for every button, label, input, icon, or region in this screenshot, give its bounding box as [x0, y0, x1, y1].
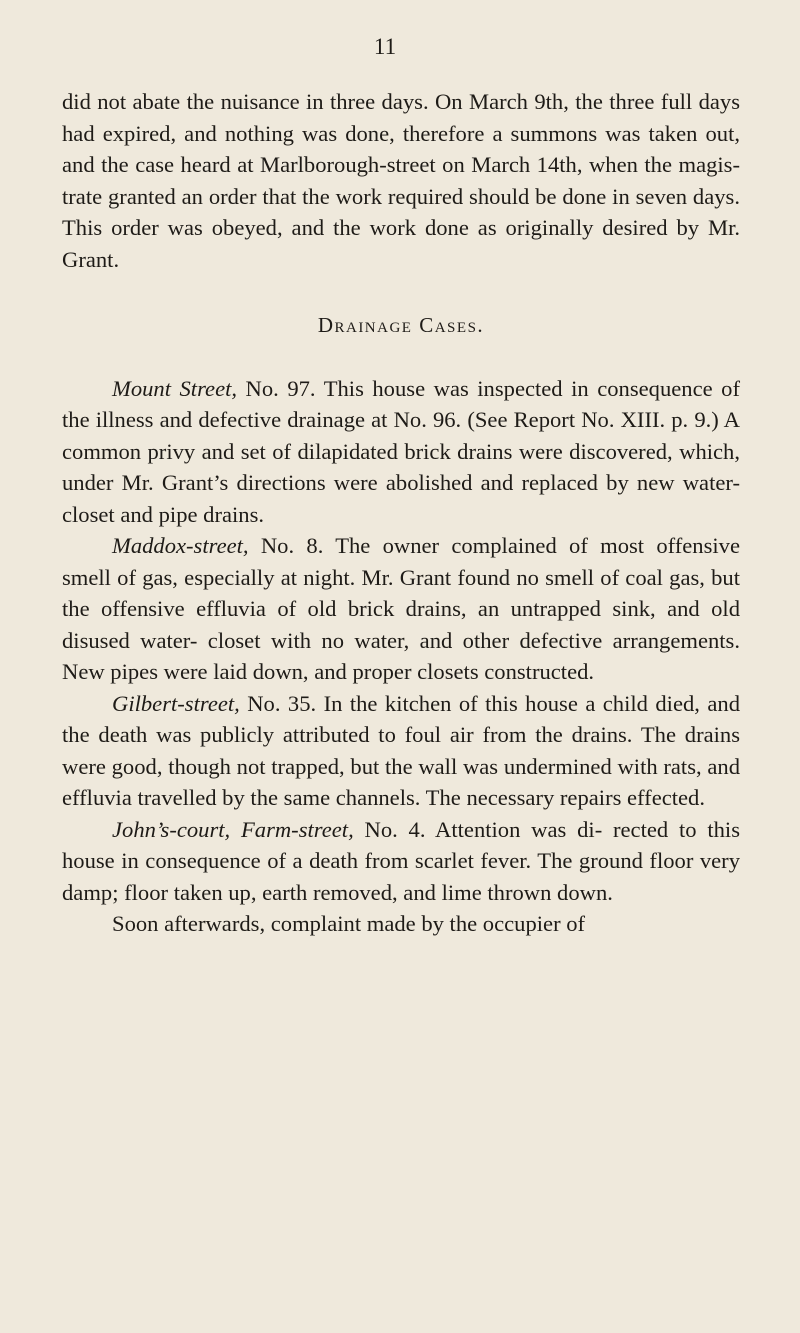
- paragraph-text: No. 97. This house was inspected in consequence of the illness and defective drainage at No. 96. (See Report No. XIII. p. 9.) A common privy and set of dilapidated brick drains were discovered, which, under Mr. Grant’s directions were abolished and replaced by new water-closet and pipe drains.: [62, 375, 740, 527]
- paragraph-mount-street: [62, 373, 740, 531]
- paragraph-soon-afterwards: Soon afterwards, complaint made by the occupier of: [112, 911, 586, 936]
- paragraph-gilbert-street: [62, 688, 740, 814]
- place-name: Mount Street,: [112, 375, 238, 401]
- paragraph-maddox-street: [62, 530, 740, 688]
- body-text: [62, 86, 740, 940]
- paragraph-text: No. 8. The owner complained of most offensive smell of gas, especially at night. Mr. Grant found no smell of coal gas, but the offensive effluvia of old brick drains, an untrapped sink, and old disused water- closet with no water, and other defective arrangements. New pipes were laid down, and proper closets constructed.: [62, 533, 740, 684]
- place-name: Maddox-street,: [112, 533, 249, 558]
- paragraph-johns-court: [62, 814, 740, 909]
- page-number: 11: [373, 34, 397, 59]
- section-heading: Drainage Cases.: [317, 313, 485, 337]
- place-name: John’s-court, Farm-street,: [112, 816, 354, 842]
- paragraph-nuisance: did not abate the nuisance in three days. On March 9th, the three full days had expired, and nothing was done, therefore a summons was taken out, and the case heard at Marlborough-street on March 14th, when the magis- trate granted an order that the work required should be done in seven days. This order was obeyed, and the work done as originally desired by Mr. Grant.: [62, 89, 740, 272]
- paragraph-text: No. 35. In the kitchen of this house a child died, and the death was publicly attributed to foul air from the drains. The drains were good, though not trapped, but the wall was undermined with rats, and effluvia travelled by the same channels. The necessary repairs effected.: [62, 690, 740, 810]
- place-name: Gilbert-street,: [112, 690, 240, 716]
- paragraph-text: No. 4. Attention was di- rected to this house in consequence of a death from scarlet fever. The ground floor very damp; floor taken up, earth removed, and lime thrown down.: [62, 816, 740, 905]
